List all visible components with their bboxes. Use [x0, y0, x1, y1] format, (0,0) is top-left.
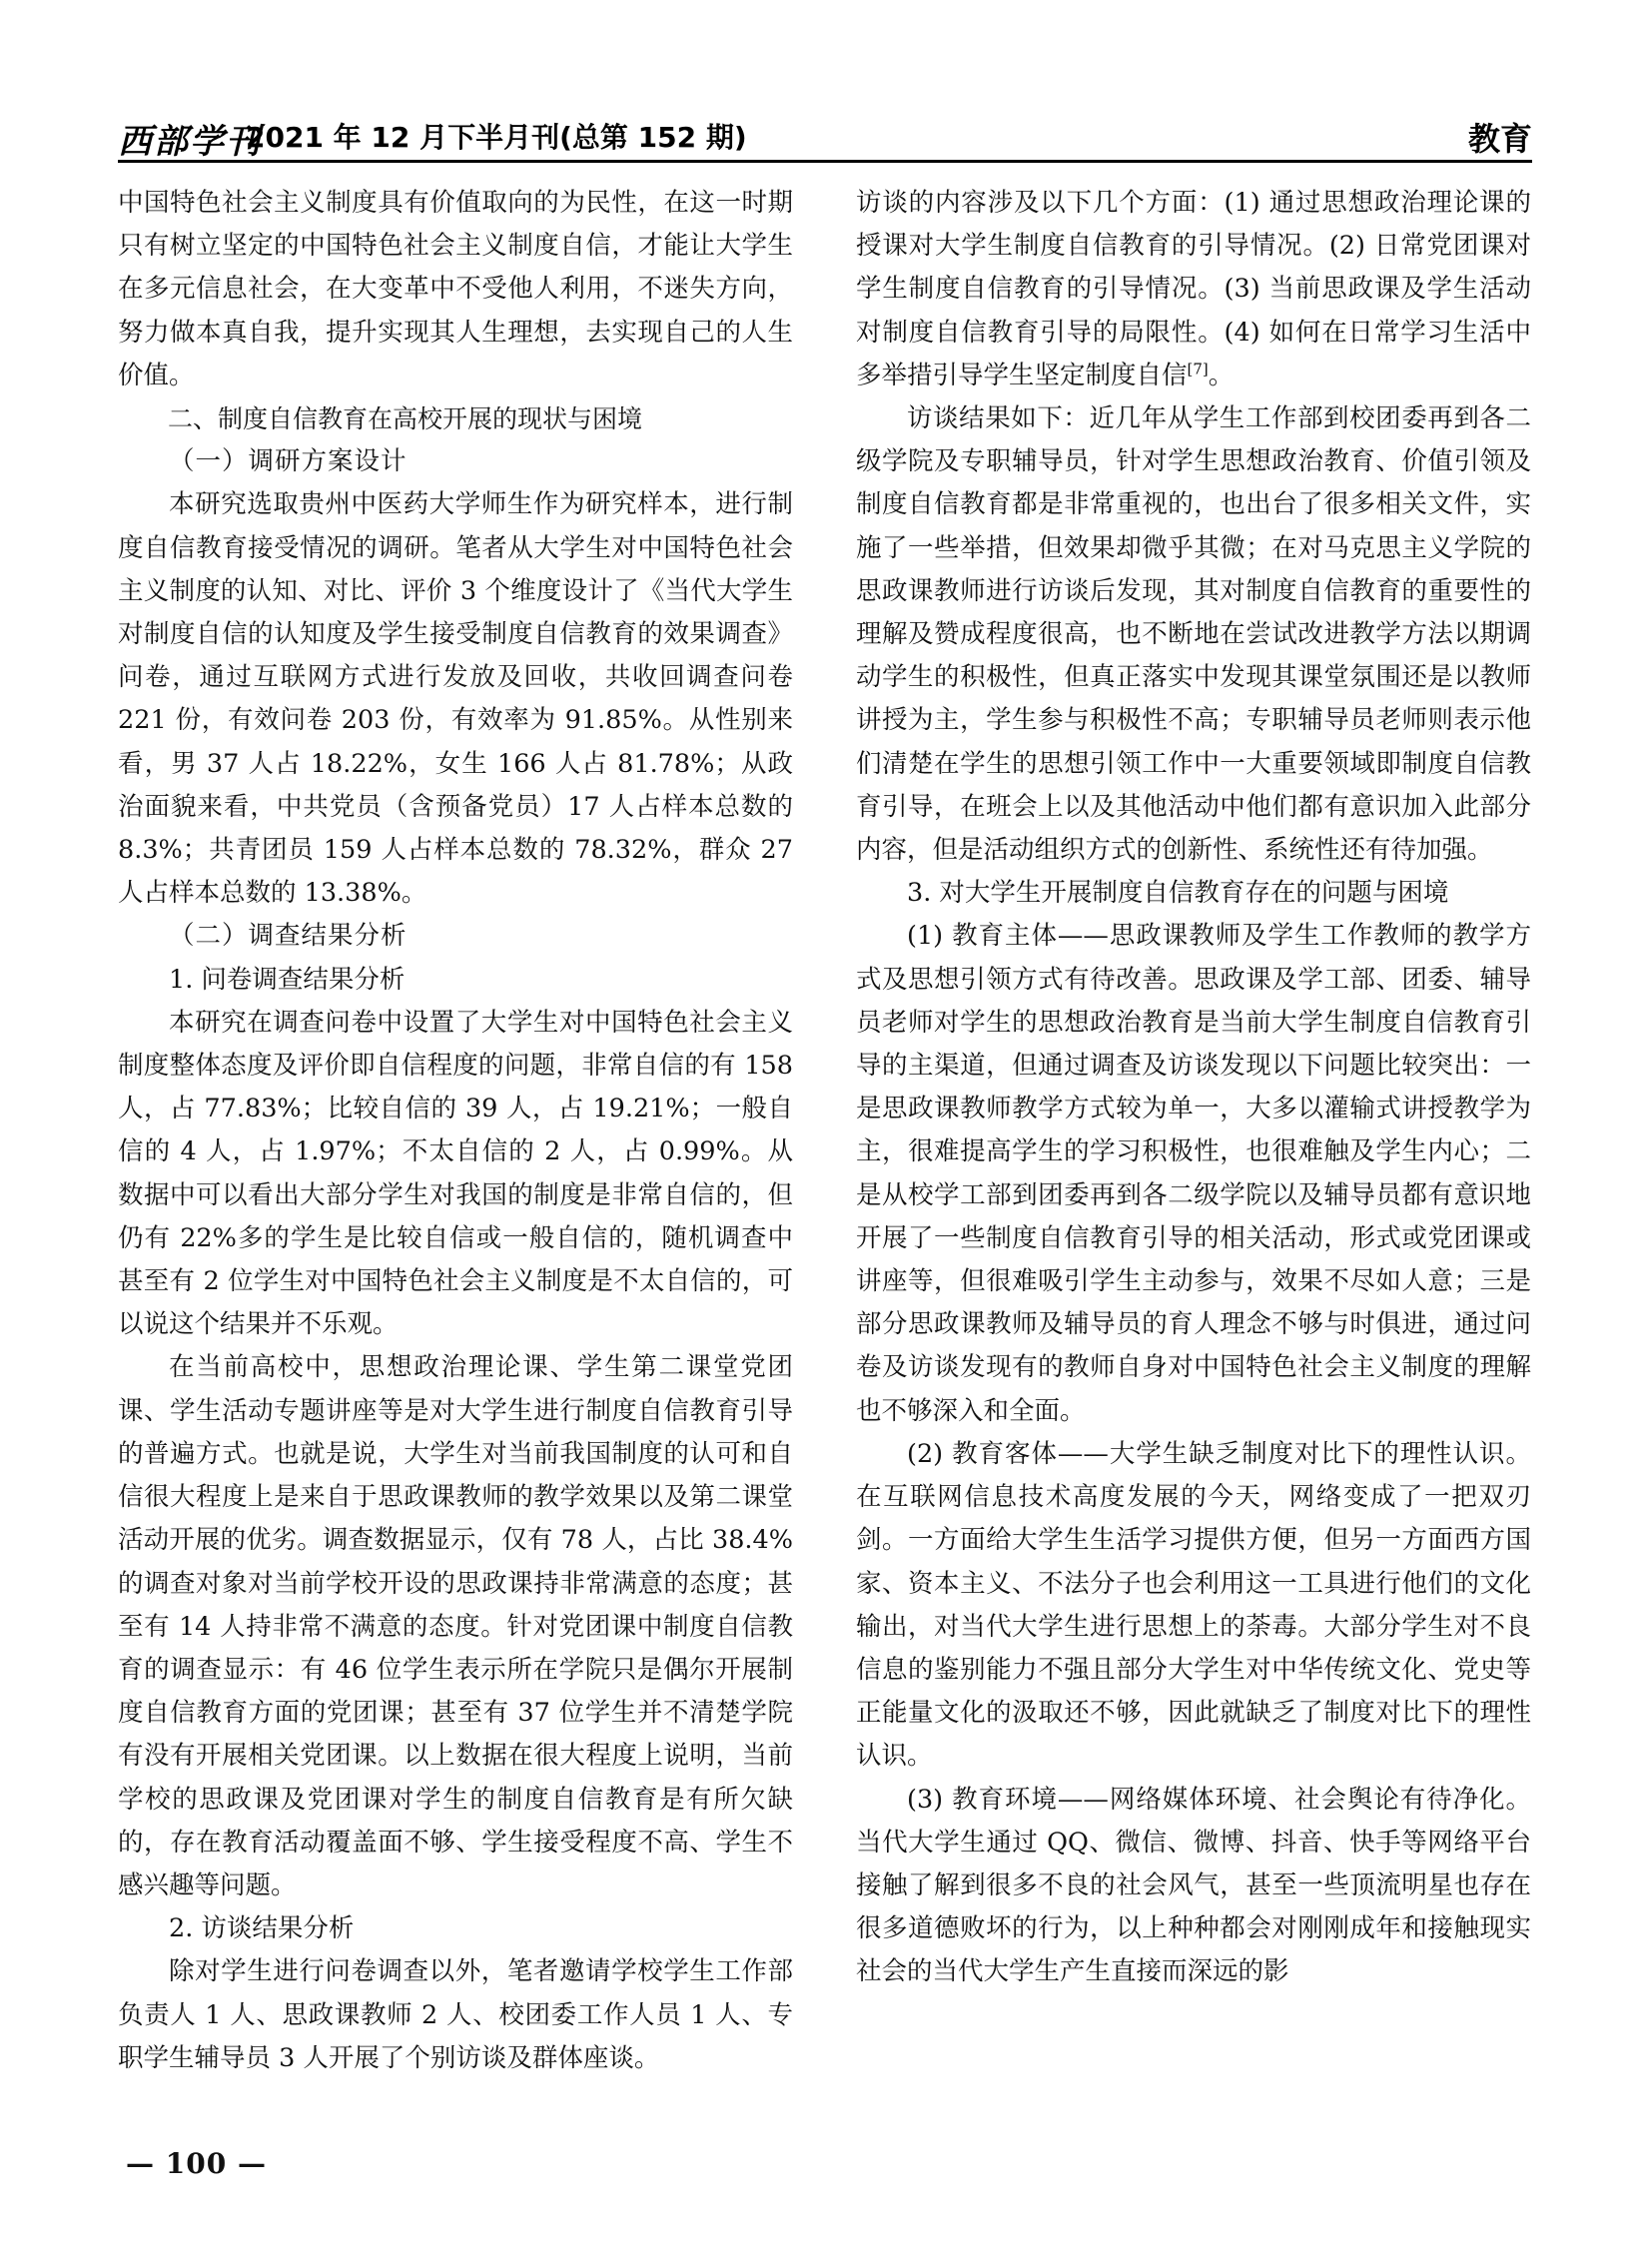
- paragraph: (1) 教育主体——思政课教师及学生工作教师的教学方式及思想引领方式有待改善。思政课及学工部、团委、辅导员老师对学生的思想政治教育是当前大学生制度自信教育引导的主渠道，但通过调查及访谈发现以下问题比较突出：一是思政课教师教学方式较为单一，大多以灌输式讲授教学为主，很难提高学生的学习积极性，也很难触及学生内心；二是从校学工部到团委再到各二级学院以及辅导员都有意识地开展了一些制度自信教育引导的相关活动，形式或党团课或讲座等，但很难吸引学生主动参与，效果不尽如人意；三是部分思政课教师及辅导员的育人理念不够与时俱进，通过问卷及访谈发现有的教师自身对中国特色社会主义制度的理解也不够深入和全面。: [856, 921, 1531, 1426]
- left-column: [118, 182, 793, 2080]
- journal-logo: 西部学刊: [118, 122, 262, 162]
- subsection-heading: （二）调查结果分析: [169, 921, 408, 952]
- paragraph: 本研究选取贵州中医药大学师生作为研究样本，进行制度自信教育接受情况的调研。笔者从大学生对中国特色社会主义制度的认知、对比、评价 3 个维度设计了《当代大学生对制度自信的认知度及学生接受制度自信教育的效果调查》问卷，通过互联网方式进行发放及回收，共收回调查问卷 221 份，有效问卷 203 份，有效率为 91.85%。从性别来看，男 37 人占 18.22%，女生 166 人占 81.78%；从政治面貌来看，中共党员（含预备党员）17 人占样本总数的 8.3%；共青团员 159 人占样本总数的 78.32%，群众 27 人占样本总数的 13.38%。: [118, 489, 793, 909]
- paragraph: 本研究在调查问卷中设置了大学生对中国特色社会主义制度整体态度及评价即自信程度的问题，非常自信的有 158 人，占 77.83%；比较自信的 39 人，占 19.21%；一般自信的 4 人，占 1.97%；不太自信的 2 人，占 0.99%。从数据中可以看出大部分学生对我国的制度是非常自信的，但仍有 22%多的学生是比较自信或一般自信的，随机调查中甚至有 2 位学生对中国特色社会主义制度是不太自信的，可以说这个结果并不乐观。: [118, 1007, 793, 1340]
- citation: [7]: [1187, 360, 1209, 378]
- section-heading: 二、制度自信教育在高校开展的现状与困境: [168, 404, 643, 434]
- page-header: [118, 112, 1532, 162]
- paragraph: 在当前高校中，思想政治理论课、学生第二课堂党团课、学生活动专题讲座等是对大学生进行制度自信教育引导的普遍方式。也就是说，大学生对当前我国制度的认可和自信很大程度上是来自于思政课教师的教学效果以及第二课堂活动开展的优劣。调查数据显示，仅有 78 人，占比 38.4%的调查对象对当前学校开设的思政课持非常满意的态度；甚至有 14 人持非常不满意的态度。针对党团课中制度自信教育的调查显示：有 46 位学生表示所在学院只是偶尔开展制度自信教育方面的党团课；甚至有 37 位学生并不清楚学院有没有开展相关党团课。以上数据在很大程度上说明，当前学校的思政课及党团课对学生的制度自信教育是有所欠缺的，存在教育活动覆盖面不够、学生接受程度不高、学生不感兴趣等问题。: [118, 1352, 793, 1900]
- paragraph: 访谈结果如下：近几年从学生工作部到校团委再到各二级学院及专职辅导员，针对学生思想政治教育、价值引领及制度自信教育都是非常重视的，也出台了很多相关文件，实施了一些举措，但效果却微乎其微；在对马克思主义学院的思政课教师进行访谈后发现，其对制度自信教育的重要性的理解及赞成程度很高，也不断地在尝试改进教学方法以期调动学生的积极性，但真正落实中发现其课堂氛围还是以教师讲授为主，学生参与积极性不高；专职辅导员老师则表示他们清楚在学生的思想引领工作中一大重要领域即制度自信教育引导，在班会上以及其他活动中他们都有意识加入此部分内容，但是活动组织方式的创新性、系统性还有待加强。: [856, 403, 1531, 866]
- subsection-heading: （一）调研方案设计: [169, 446, 408, 477]
- subsection-heading: 1. 问卷调查结果分析: [169, 964, 406, 995]
- header-rule: [118, 160, 1532, 163]
- paragraph: 除对学生进行问卷调查以外，笔者邀请学校学生工作部负责人 1 人、思政课教师 2 人、校团委工作人员 1 人、专职学生辅导员 3 人开展了个别访谈及群体座谈。: [118, 1956, 793, 2073]
- issue-info: 2021 年 12 月下半月刊(总第 152 期): [246, 121, 747, 154]
- paragraph-end: 。: [1208, 360, 1235, 390]
- right-column: [856, 182, 1531, 1994]
- subsection-heading: 2. 访谈结果分析: [169, 1913, 355, 1944]
- section-name: 教育: [1467, 120, 1532, 158]
- page-number: — 100 —: [126, 2147, 267, 2180]
- paragraph-text: 访谈的内容涉及以下几个方面：(1) 通过思想政治理论课的授课对大学生制度自信教育的引导情况。(2) 日常党团课对学生制度自信教育的引导情况。(3) 当前思政课及学生活动对制度自信教育引导的局限性。(4) 如何在日常学习生活中多举措引导学生坚定制度自信: [856, 188, 1531, 390]
- paragraph: 中国特色社会主义制度具有价值取向的为民性，在这一时期只有树立坚定的中国特色社会主义制度自信，才能让大学生在多元信息社会，在大变革中不受他人利用，不迷失方向，努力做本真自我，提升实现其人生理想，去实现自己的人生价值。: [118, 188, 793, 390]
- paragraph: [856, 182, 1531, 397]
- paragraph: (2) 教育客体——大学生缺乏制度对比下的理性认识。在互联网信息技术高度发展的今天，网络变成了一把双刃剑。一方面给大学生生活学习提供方便，但另一方面西方国家、资本主义、不法分子也会利用这一工具进行他们的文化输出，对当代大学生进行思想上的荼毒。大部分学生对不良信息的鉴别能力不强且部分大学生对中华传统文化、党史等正能量文化的汲取还不够，因此就缺乏了制度对比下的理性认识。: [856, 1438, 1531, 1772]
- subsection-heading: 3. 对大学生开展制度自信教育存在的问题与困境: [907, 878, 1449, 909]
- paragraph: (3) 教育环境——网络媒体环境、社会舆论有待净化。当代大学生通过 QQ、微信、微博、抖音、快手等网络平台接触了解到很多不良的社会风气，甚至一些顶流明星也存在很多道德败坏的行为，以上种种都会对刚刚成年和接触现实社会的当代大学生产生直接而深远的影: [856, 1784, 1531, 1987]
